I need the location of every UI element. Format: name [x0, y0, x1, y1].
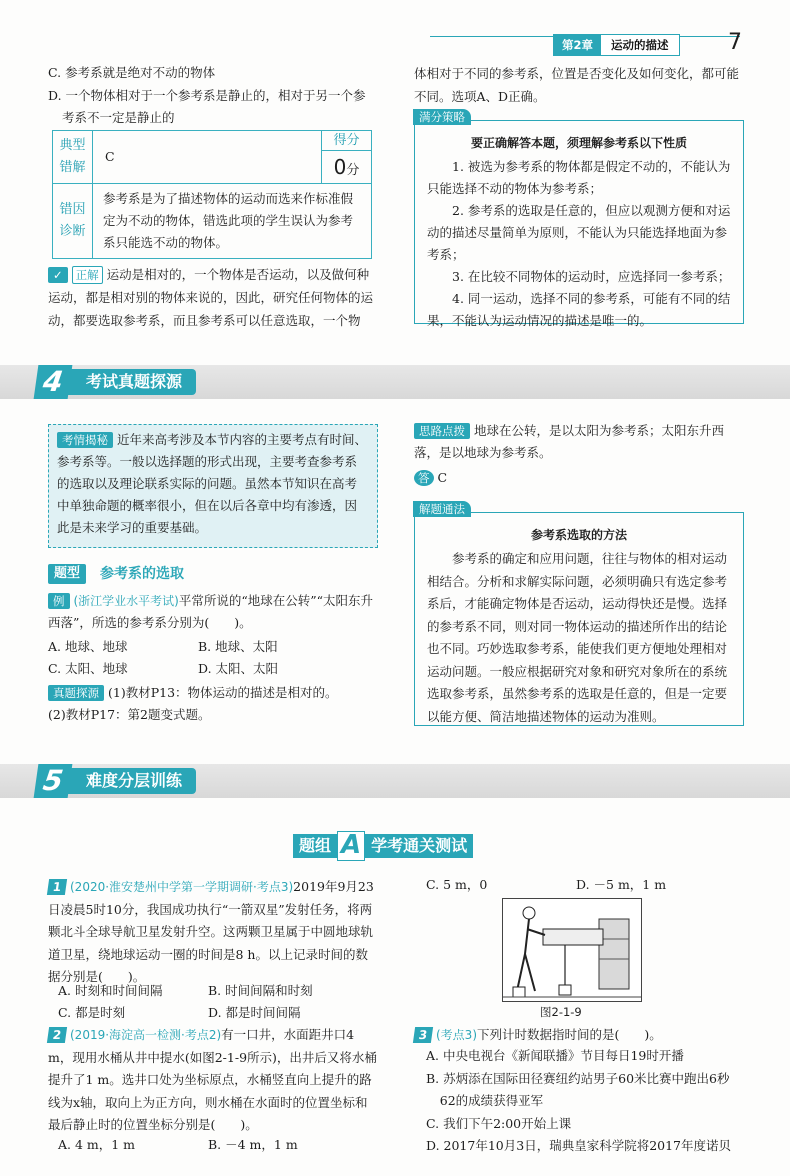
example-option-b: B. 地球、太阳	[198, 639, 278, 654]
q3-option-c: C. 我们下午2:00开始上课	[426, 1115, 572, 1131]
question-3	[414, 1024, 744, 1047]
well-illustration	[503, 899, 641, 1001]
question-2	[48, 1024, 378, 1137]
q3-stem: 下列计时数据指时间的是( )。	[477, 1027, 662, 1042]
answer-tag: 答	[414, 470, 434, 486]
q2-options-cd	[426, 874, 726, 896]
solution-method-text: 参考系的确定和应用问题，往往与物体的相对运动相结合。分析和求解实际问题，必须明确只有选定参考系后，才能确定物体是否运动，运动得快还是慢。选择的参考系不同，则对同一物体运动的描述所作出的结论也不同。巧妙选取参考系，能使我们更方便地处理相对运动问题。一般应根据研究对象和研究对象所在的系统选取参考系，虽然参考系的选取是任意的，但是一定要以能方便、简洁地描述物体的运动为准则。	[427, 551, 728, 724]
q1-source: (2020·淮安楚州中学第一学期调研·考点3)	[70, 880, 294, 894]
solution-method-tag: 解题通法	[413, 501, 471, 517]
q2-option-d: D. －5 m，1 m	[576, 877, 667, 892]
answer-value: C	[437, 470, 448, 485]
exam-info-text: 近年来高考涉及本节内容的主要考点有时间、参考系等。一般以选择题的形式出现，主要考查参考系的选取以及理论联系实际的问题。虽然本节知识在高考中单独命题的概率很小，但在以后各章中均有渗透，因此是未来学习的重要基础。	[57, 432, 368, 535]
strategy-tag: 满分策略	[413, 109, 471, 125]
example-stem: 平常所说的“地球在公转”“太阳东升西落”，所选的参考系分别为( )。	[48, 593, 374, 630]
score-value: 0分	[333, 155, 360, 179]
q3-options	[426, 1045, 744, 1158]
strategy-item-3: 3. 在比较不同物体的运动时，应选择同一参考系；	[452, 269, 731, 284]
strategy-heading: 要正确解答本题，须理解参考系以下性质	[470, 136, 687, 150]
origin-line-1: (1)教材P13：物体运动的描述是相对的。	[108, 685, 338, 700]
q2-option-b: B. －4 m，1 m	[208, 1137, 298, 1152]
example-origin-1	[48, 682, 378, 704]
section4-number: 4	[34, 365, 73, 399]
section5-title: 难度分层训练	[68, 768, 196, 794]
q1-number: 1	[47, 879, 67, 895]
section5-number: 5	[34, 764, 73, 798]
solution-method-heading: 参考系选取的方法	[530, 528, 627, 542]
origin-tag: 真题探源	[48, 685, 104, 701]
question-type-tag: 题型	[48, 564, 86, 584]
strategy-box	[414, 110, 744, 328]
example-option-d: D. 太阳、太阳	[198, 661, 279, 676]
group-prefix: 题组	[293, 834, 337, 858]
q1-option-b: B. 时间间隔和时刻	[208, 983, 313, 998]
correct-solution	[48, 263, 376, 332]
example-options	[48, 636, 348, 680]
score-cell	[322, 131, 372, 184]
example-question	[48, 590, 378, 634]
q1-options	[58, 980, 358, 1024]
option-c-text: C. 参考系就是绝对不动的物体	[48, 65, 216, 80]
q2-option-c: C. 5 m，0	[426, 877, 488, 892]
thinking-text: 地球在公转，是以太阳为参考系；太阳东升西落，是以地球为参考系。	[414, 423, 725, 460]
section-title: 运动的描述	[601, 35, 679, 55]
q3-source: (考点3)	[436, 1028, 477, 1042]
example-source: (浙江学业水平考试)	[73, 594, 179, 608]
diagnosis-label: 错因诊断	[53, 184, 93, 259]
group-letter: A	[337, 831, 365, 861]
q1-stem: 2019年9月23日凌晨5时10分，我国成功执行“一箭双星”发射任务，将两颗北斗全球导航卫星发射升空。这两颗卫星属于中圆地球轨道卫星，绕地球运动一圈的时间是8 h。以上记录时间的数据分别是( )。	[48, 879, 374, 984]
q2-stem: 有一口井，水面距井口4 m，现用水桶从井中提水(如图2-1-9所示)，出井后又将水桶提升了1 m。选井口处为坐标原点，水桶竖直向上提升的路线为x轴，取向上为正方向，则水桶在水面时的位置坐标和最后静止时的位置坐标分别是( )。	[48, 1027, 377, 1132]
q2-option-a: A. 4 m，1 m	[58, 1137, 136, 1152]
q3-option-b: B. 苏炳添在国际田径赛纽约站男子60米比赛中跑出6秒62的成绩获得亚军	[426, 1070, 730, 1108]
score-label: 得分	[322, 131, 371, 151]
correct-solution-tag: 正解	[72, 266, 103, 284]
q3-number: 3	[413, 1027, 433, 1043]
chapter-label: 第2章	[554, 35, 601, 55]
thinking-tag: 思路点拨	[414, 423, 470, 439]
example-origin-2: (2)教材P17：第2题变式题。	[48, 707, 211, 722]
question-1	[48, 876, 378, 989]
q3-option-a: A. 中央电视台《新闻联播》节目每日19时开播	[426, 1048, 684, 1063]
page-number: 7	[728, 30, 742, 55]
section4-title: 考试真题探源	[68, 369, 196, 395]
group-suffix: 学考通关测试	[365, 834, 473, 858]
check-icon: ✓	[48, 267, 68, 283]
solution-method-box	[414, 502, 744, 726]
typical-error-answer: C	[93, 131, 322, 184]
q1-option-d: D. 都是时间间隔	[208, 1005, 301, 1020]
chapter-header	[553, 34, 680, 56]
thinking-hint	[414, 420, 744, 464]
strategy-item-2: 2. 参考系的选取是任意的，但应以观测方便和对运动的描述尽量简单为原则，不能认为只能选择地面为参考系；	[427, 203, 731, 262]
q2-options-ab	[58, 1134, 358, 1156]
question-type-title: 参考系的选取	[100, 566, 185, 582]
example-option-c: C. 太阳、地球	[48, 661, 128, 676]
option-d-line1: D. 一个物体相对于一个参考系是静止的，相对于另一个参	[48, 88, 366, 103]
strategy-item-1: 1. 被选为参考系的物体都是假定不动的，不能认为只能选择不动的物体为参考系；	[427, 159, 731, 196]
option-d-line2: 考系不一定是静止的	[62, 110, 175, 125]
q2-source: (2019·海淀高一检测·考点2)	[70, 1028, 222, 1042]
example-option-a: A. 地球、地球	[48, 639, 128, 654]
group-title	[293, 831, 473, 861]
answer-line	[414, 467, 744, 489]
example-tag: 例	[48, 593, 70, 609]
exam-info-box	[48, 424, 378, 548]
q3-option-d: D. 2017年10月3日，瑞典皇家科学院将2017年度诺贝	[426, 1138, 732, 1153]
q2-number: 2	[47, 1027, 67, 1043]
solution-continuation: 体相对于不同的参考系，位置是否变化及如何变化，都可能不同。选项A、D正确。	[414, 66, 740, 104]
well-figure	[502, 898, 642, 1002]
error-analysis-table	[52, 130, 372, 259]
figure-caption: 图2-1-9	[540, 1005, 582, 1019]
strategy-item-4: 4. 同一运动，选择不同的参考系，可能有不同的结果，不能认为运动情况的描述是唯一的。	[427, 291, 731, 328]
correct-solution-text: 运动是相对的，一个物体是否运动，以及做何种运动，都是相对别的物体来说的，因此，研究任何物体的运动，都要选取参考系，而且参考系可以任意选取，一个物	[48, 267, 374, 328]
q1-option-c: C. 都是时刻	[58, 1005, 126, 1020]
diagnosis-text: 参考系是为了描述物体的运动而选来作标准假定为不动的物体，错选此项的学生误认为参考系只能选不动的物体。	[93, 184, 372, 259]
typical-error-label: 典型错解	[53, 131, 93, 184]
question-type-heading	[48, 562, 184, 587]
exam-info-tag: 考情揭秘	[57, 432, 113, 448]
q1-option-a: A. 时刻和时间间隔	[58, 983, 163, 998]
